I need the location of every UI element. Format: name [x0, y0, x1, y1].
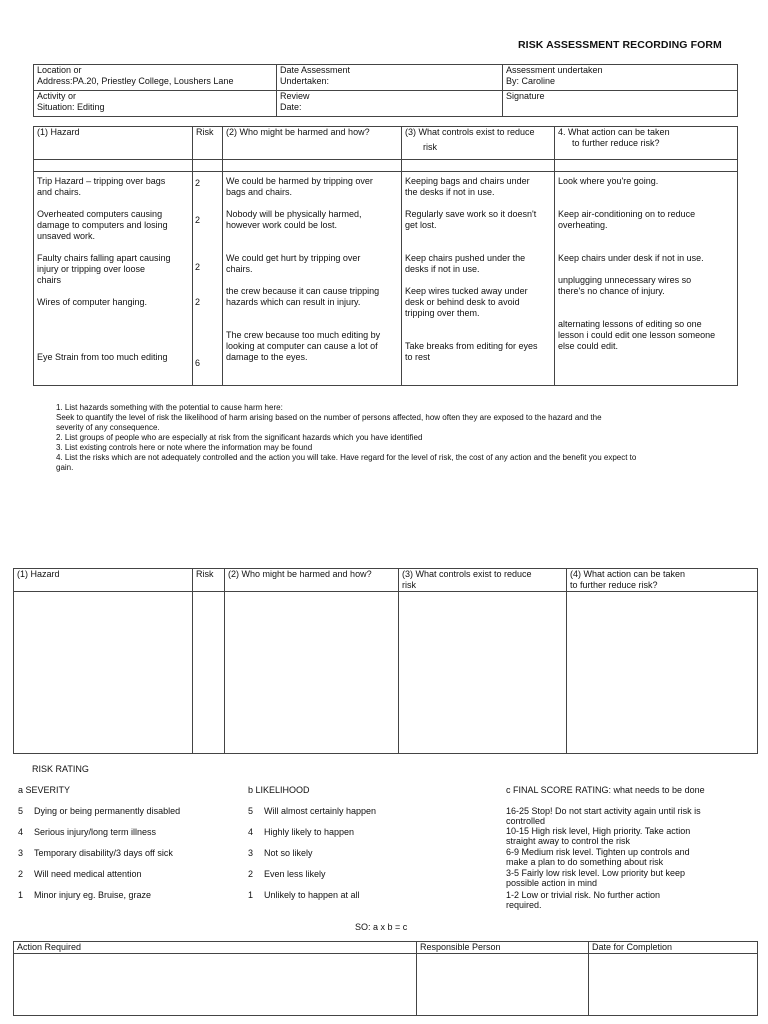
- severity-text: Serious injury/long term illness: [34, 827, 157, 837]
- undertaken-label: Undertaken:: [280, 76, 330, 86]
- spacer-cell: [223, 160, 402, 172]
- who-text: We could be harmed by tripping over bags and chairs. Nobody will be physically harmed, however work could be lost. We could get hurt by tripping over chairs. the crew because it can cause tripping hazards which can result in injury. The crew because too much editing by looking at computer can cause a lot of damage to the eyes.: [226, 176, 381, 362]
- likelihood-row: [248, 827, 355, 837]
- likelihood-text: Will almost certainly happen: [264, 806, 377, 816]
- signature-cell: [503, 91, 738, 117]
- location-cell: [34, 65, 277, 91]
- blank-cell[interactable]: [567, 592, 758, 754]
- action-table: [13, 941, 758, 1016]
- blank-cell[interactable]: [193, 592, 225, 754]
- likelihood-row: [248, 848, 313, 858]
- action-header-line2: to further reduce risk?: [572, 138, 660, 148]
- severity-number: 2: [18, 869, 24, 879]
- risk-rating-title: RISK RATING: [32, 764, 89, 774]
- risk-value: 2: [195, 262, 201, 272]
- risks-cell: [193, 172, 223, 386]
- address-value: Address:PA.20, Priestley College, Loushers Lane: [37, 76, 234, 86]
- action-required-header: Action Required: [14, 942, 417, 954]
- responsible-person-cell[interactable]: [417, 954, 589, 1016]
- date-completion-header: Date for Completion: [589, 942, 758, 954]
- instructions-list: [56, 403, 736, 473]
- risk-value: 2: [195, 215, 201, 225]
- spacer-cell: [402, 160, 555, 172]
- instruction-item: 1. List hazards something with the potential to cause harm here: Seek to quantify the level of risk the likelihood of harm arising based on the number of persons affected, how often they are exposed to the hazard and the severity of any consequence.: [56, 403, 602, 432]
- risk-value: 2: [195, 178, 201, 188]
- hazard-header: (1) Hazard: [34, 127, 193, 160]
- likelihood-text: Highly likely to happen: [264, 827, 355, 837]
- final-score-item: 6-9 Medium risk level. Tighten up controls and make a plan to do something about risk: [506, 847, 690, 867]
- actions-text: Look where you're going. Keep air-conditioning on to reduce overheating. Keep chairs under desk if not in use. unplugging unnecessary wires so there's no chance of injury. alternating lessons of editing so one lesson i could edit one lesson someone else could edit.: [558, 176, 716, 351]
- controls-cell: [402, 172, 555, 386]
- risk-value: 6: [195, 358, 201, 368]
- controls-header-line2: risk: [423, 142, 437, 152]
- situation-value: Situation: Editing: [37, 102, 105, 112]
- likelihood-row: [248, 890, 360, 900]
- score-formula: SO: a x b = c: [355, 922, 408, 932]
- action-header-line1: 4. What action can be taken: [558, 127, 670, 137]
- controls-header: [402, 127, 555, 160]
- who-header: (2) Who might be harmed and how?: [223, 127, 402, 160]
- risk-header: Risk: [193, 127, 223, 160]
- likelihood-text: Unlikely to happen at all: [264, 890, 360, 900]
- spacer-cell: [555, 160, 738, 172]
- severity-row: [18, 827, 157, 837]
- hazard-header-2: (1) Hazard: [14, 569, 193, 592]
- severity-number: 1: [18, 890, 24, 900]
- activity-cell: [34, 91, 277, 117]
- controls-text: Keeping bags and chairs under the desks if not in use. Regularly save work so it doesn't get lost. Keep chairs pushed under the desks if not in use. Keep wires tucked away under desk or behind desk to avoid tripping over them. Take breaks from editing for eyes to rest: [405, 176, 538, 362]
- who-header-2: (2) Who might be harmed and how?: [225, 569, 399, 592]
- likelihood-text: Even less likely: [264, 869, 326, 879]
- blank-risk-table: [13, 568, 758, 754]
- location-label: Location or: [37, 65, 82, 75]
- severity-row: [18, 806, 181, 816]
- likelihood-row: [248, 806, 377, 816]
- severity-text: Will need medical attention: [34, 869, 142, 879]
- action-header: [555, 127, 738, 160]
- review-date-label: Date:: [280, 102, 302, 112]
- review-label: Review: [280, 91, 310, 101]
- spacer-cell: [34, 160, 193, 172]
- severity-row: [18, 848, 173, 858]
- blank-cell[interactable]: [399, 592, 567, 754]
- header-table: [33, 64, 738, 117]
- risk-header-2: Risk: [193, 569, 225, 592]
- likelihood-number: 2: [248, 869, 254, 879]
- final-score-item: 1-2 Low or trivial risk. No further action required.: [506, 890, 661, 910]
- signature-label: Signature: [506, 91, 545, 101]
- likelihood-number: 5: [248, 806, 254, 816]
- who-cell: [223, 172, 402, 386]
- likelihood-row: [248, 869, 326, 879]
- risk-value: 2: [195, 297, 201, 307]
- date-label: Date Assessment: [280, 65, 351, 75]
- activity-label: Activity or: [37, 91, 77, 101]
- hazards-text: Trip Hazard – tripping over bags and chairs. Overheated computers causing damage to computers and losing unsaved work. Faulty chairs falling apart causing injury or tripping over loose chairs Wires of computer hanging. Eye Strain from too much editing: [37, 176, 171, 362]
- responsible-person-header: Responsible Person: [417, 942, 589, 954]
- final-score-item: 10-15 High risk level, High priority. Take action straight away to control the risk: [506, 826, 691, 846]
- likelihood-text: Not so likely: [264, 848, 313, 858]
- final-score-item: 3-5 Fairly low risk level. Low priority but keep possible action in mind: [506, 868, 686, 888]
- severity-text: Dying or being permanently disabled: [34, 806, 181, 816]
- action-header-2: (4) What action can be taken to further reduce risk?: [567, 569, 758, 592]
- date-cell: [277, 65, 503, 91]
- review-cell: [277, 91, 503, 117]
- instruction-item: 2. List groups of people who are especially at risk from the significant hazards which you have identified: [56, 433, 423, 442]
- final-score-item: 16-25 Stop! Do not start activity again until risk is controlled: [506, 806, 701, 826]
- severity-text: Minor injury eg. Bruise, graze: [34, 890, 152, 900]
- severity-row: [18, 890, 152, 900]
- assessment-label: Assessment undertaken: [506, 65, 603, 75]
- hazards-cell: [34, 172, 193, 386]
- instruction-item: 4. List the risks which are not adequately controlled and the action you will take. Have regard for the level of risk, the cost of any action and the benefit you expect to gain.: [56, 453, 637, 472]
- severity-text: Temporary disability/3 days off sick: [34, 848, 173, 858]
- blank-cell[interactable]: [225, 592, 399, 754]
- spacer-cell: [193, 160, 223, 172]
- likelihood-number: 4: [248, 827, 254, 837]
- assessor-cell: [503, 65, 738, 91]
- severity-number: 4: [18, 827, 24, 837]
- severity-number: 3: [18, 848, 24, 858]
- form-title: RISK ASSESSMENT RECORDING FORM: [518, 39, 722, 51]
- severity-row: [18, 869, 142, 879]
- date-completion-cell[interactable]: [589, 954, 758, 1016]
- controls-header-line1: (3) What controls exist to reduce: [405, 127, 535, 137]
- final-score-title: c FINAL SCORE RATING: what needs to be done: [506, 785, 705, 795]
- risk-table: [33, 126, 738, 386]
- likelihood-title: b LIKELIHOOD: [248, 785, 310, 795]
- assessor-value: By: Caroline: [506, 76, 556, 86]
- severity-title: a SEVERITY: [18, 785, 71, 795]
- likelihood-number: 1: [248, 890, 254, 900]
- controls-header-2: (3) What controls exist to reduce risk: [399, 569, 567, 592]
- likelihood-number: 3: [248, 848, 254, 858]
- blank-cell[interactable]: [14, 592, 193, 754]
- action-required-cell[interactable]: [14, 954, 417, 1016]
- actions-cell: [555, 172, 738, 386]
- instruction-item: 3. List existing controls here or note where the information may be found: [56, 443, 313, 452]
- severity-number: 5: [18, 806, 24, 816]
